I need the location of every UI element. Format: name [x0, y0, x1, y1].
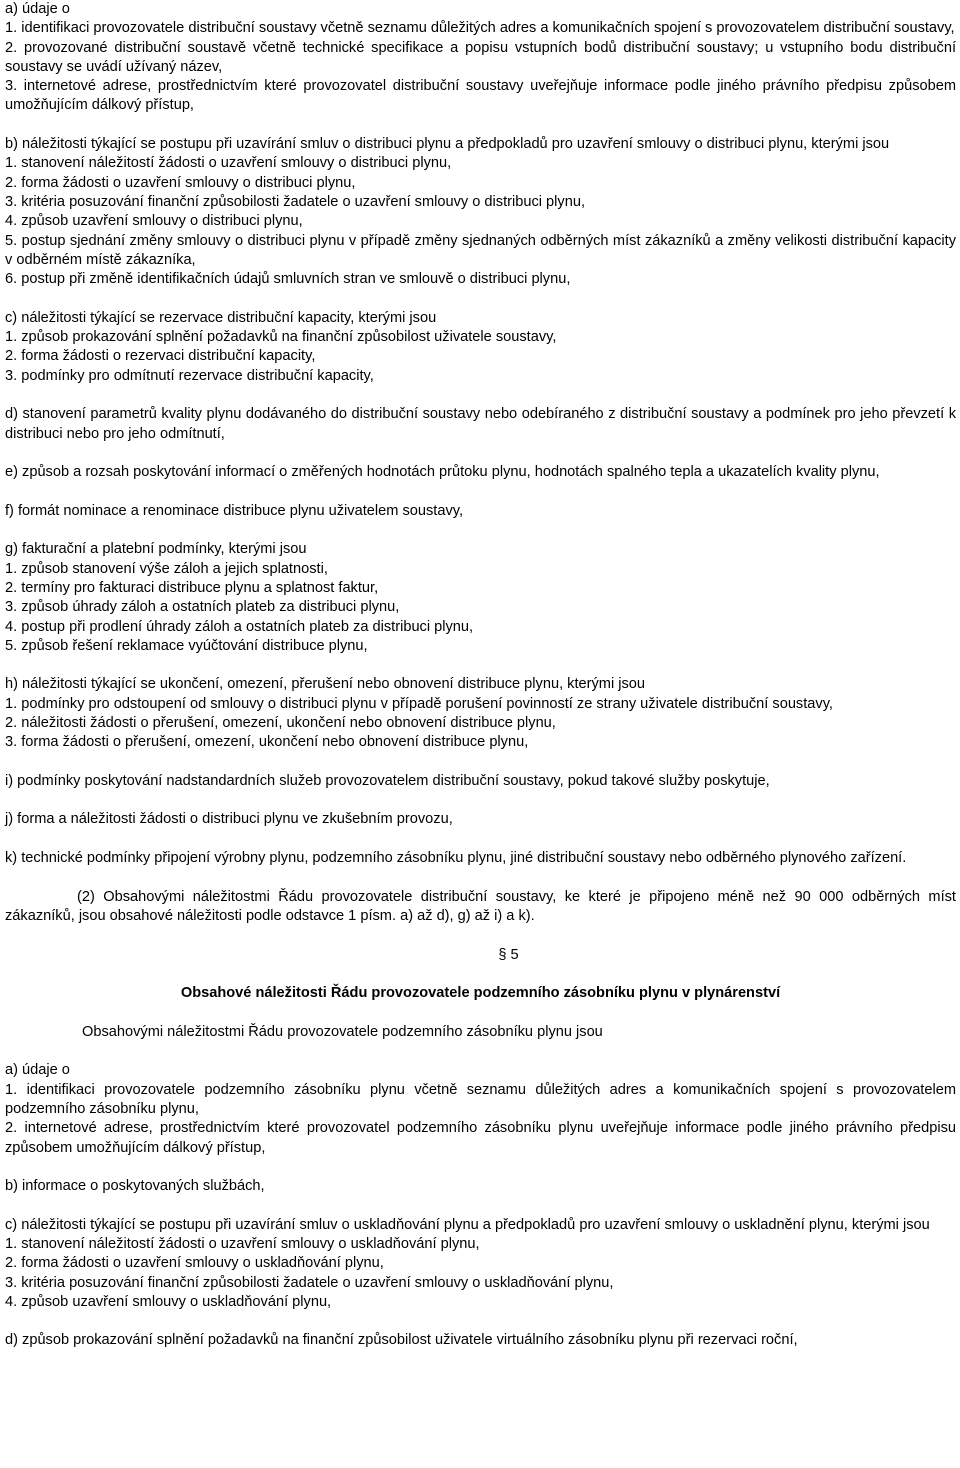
- line: 2. náležitosti žádosti o přerušení, omezení, ukončení nebo obnovení distribuce plynu,: [5, 714, 556, 731]
- block-b-uzavirani-smluv: [5, 135, 956, 289]
- spacer: [5, 386, 956, 405]
- block-h-ukonceni: [5, 675, 956, 752]
- spacer: [5, 830, 956, 849]
- line: 3. kritéria posuzování finanční způsobilosti žadatele o uzavření smlouvy o distribuci plynu,: [5, 193, 586, 210]
- paragraph-j: j) forma a náležitosti žádosti o distribuci plynu ve zkušebním provozu,: [5, 811, 453, 828]
- paragraph-i: i) podmínky poskytování nadstandardních služeb provozovatelem distribuční soustavy, pokud takové služby poskytuje,: [5, 772, 770, 789]
- spacer: [5, 1158, 956, 1177]
- block-a-provozovatel-ds: [5, 0, 956, 116]
- line: 1. identifikaci provozovatele distribuční soustavy včetně seznamu důležitých adres a komunikačních spojení s provozovatelem distribuční soustavy,: [5, 20, 955, 37]
- spacer: [5, 868, 956, 887]
- s5-block-c: [5, 1216, 956, 1312]
- paragraph-f: f) formát nominace a renominace distribuce plynu uživatelem soustavy,: [5, 502, 464, 519]
- spacer: [5, 482, 956, 501]
- spacer: [5, 1312, 956, 1331]
- paragraph-e: e) způsob a rozsah poskytování informací o změřených hodnotách průtoku plynu, hodnotách spalného tepla a ukazatelích kvality plynu,: [5, 464, 880, 481]
- line: 1. způsob prokazování splnění požadavků na finanční způsobilost uživatele soustavy,: [5, 329, 557, 346]
- line: 3. forma žádosti o přerušení, omezení, ukončení nebo obnovení distribuce plynu,: [5, 734, 529, 751]
- line: 5. postup sjednání změny smlouvy o distribuci plynu v případě změny sjednaných odběrných míst zákazníků a změny velikosti distribuční kapacity v odběrném místě zákazníka,: [5, 232, 956, 268]
- line: 1. identifikaci provozovatele podzemního zásobníku plynu včetně seznamu důležitých adres a komunikačních spojení s provozovatelem podzemního zásobníku plynu,: [5, 1081, 956, 1117]
- line: 1. způsob stanovení výše záloh a jejich splatnosti,: [5, 560, 328, 577]
- line: 4. způsob uzavření smlouvy o distribuci plynu,: [5, 213, 303, 230]
- line: 2. internetové adrese, prostřednictvím které provozovatel podzemního zásobníku plynu uveřejňuje informace podle jiného právního předpisu způsobem umožňujícím dálkový přístup,: [5, 1120, 956, 1156]
- line: 5. způsob řešení reklamace vyúčtování distribuce plynu,: [5, 637, 368, 654]
- line: 1. podmínky pro odstoupení od smlouvy o distribuci plynu v případě porušení povinností ze strany uživatele distribuční soustavy,: [5, 695, 833, 712]
- block-g-fakturace: [5, 540, 956, 656]
- line: 3. podmínky pro odmítnutí rezervace distribuční kapacity,: [5, 367, 374, 384]
- s5-block-a: [5, 1061, 956, 1157]
- spacer: [5, 965, 956, 984]
- line: 4. způsob uzavření smlouvy o uskladňování plynu,: [5, 1293, 332, 1310]
- line: 3. internetové adrese, prostřednictvím které provozovatel distribuční soustavy uveřejňuje informace podle jiného právního předpisu způsobem umožňujícím dálkový přístup,: [5, 78, 956, 114]
- line: 2. forma žádosti o uzavření smlouvy o distribuci plynu,: [5, 174, 356, 191]
- spacer: [5, 1042, 956, 1061]
- paragraph-d: d) stanovení parametrů kvality plynu dodávaného do distribuční soustavy nebo odebíraného z distribuční soustavy a podmínek pro jeho převzetí k distribuci nebo pro jeho odmítnutí,: [5, 406, 956, 442]
- section-number: § 5: [498, 946, 519, 963]
- line: 2. forma žádosti o rezervaci distribuční kapacity,: [5, 348, 316, 365]
- s5-paragraph-b: b) informace o poskytovaných službách,: [5, 1178, 265, 1195]
- spacer: [5, 926, 956, 945]
- spacer: [5, 1003, 956, 1022]
- section-intro: Obsahovými náležitostmi Řádu provozovatele podzemního zásobníku plynu jsou: [82, 1023, 603, 1040]
- line: h) náležitosti týkající se ukončení, omezení, přerušení nebo obnovení distribuce plynu, kterými jsou: [5, 676, 646, 693]
- spacer: [5, 521, 956, 540]
- line: 2. termíny pro fakturaci distribuce plynu a splatnost faktur,: [5, 579, 379, 596]
- line: 2. forma žádosti o uzavření smlouvy o uskladňování plynu,: [5, 1255, 384, 1272]
- line: 1. stanovení náležitostí žádosti o uzavření smlouvy o uskladňování plynu,: [5, 1236, 480, 1252]
- spacer: [5, 116, 956, 135]
- spacer: [5, 444, 956, 463]
- line: 4. postup při prodlení úhrady záloh a ostatních plateb za distribuci plynu,: [5, 618, 474, 635]
- line: a) údaje o: [5, 1062, 70, 1079]
- line: c) náležitosti týkající se rezervace distribuční kapacity, kterými jsou: [5, 309, 437, 326]
- paragraph-2: (2) Obsahovými náležitostmi Řádu provozovatele distribuční soustavy, ke které je připojeno méně než 90 000 odběrných míst zákazníků, jsou obsahové náležitosti podle odstavce 1 písm. a) až d), g) až i) a k).: [5, 888, 956, 924]
- spacer: [5, 753, 956, 772]
- line: 1. stanovení náležitostí žádosti o uzavření smlouvy o distribuci plynu,: [5, 155, 452, 172]
- line: 3. kritéria posuzování finanční způsobilosti žadatele o uzavření smlouvy o uskladňování plynu,: [5, 1274, 614, 1291]
- line: 6. postup při změně identifikačních údajů smluvních stran ve smlouvě o distribuci plynu,: [5, 271, 571, 288]
- line: b) náležitosti týkající se postupu při uzavírání smluv o distribuci plynu a předpokladů pro uzavření smlouvy o distribuci plynu, kterými jsou: [5, 136, 890, 153]
- spacer: [5, 1196, 956, 1215]
- spacer: [5, 289, 956, 308]
- s5-paragraph-d: d) způsob prokazování splnění požadavků na finanční způsobilost uživatele virtuálního zásobníku plynu při rezervaci roční,: [5, 1332, 798, 1349]
- line: a) údaje o: [5, 1, 70, 17]
- line: 2. provozované distribuční soustavě včetně technické specifikace a popisu vstupních bodů distribuční soustavy; u vstupního bodu distribuční soustavy se uvádí užívaný název,: [5, 39, 956, 75]
- spacer: [5, 791, 956, 810]
- paragraph-k: k) technické podmínky připojení výrobny plynu, podzemního zásobníku plynu, jiné distribuční soustavy nebo odběrného plynového zařízení.: [5, 850, 907, 867]
- section-title: Obsahové náležitosti Řádu provozovatele podzemního zásobníku plynu v plynárenství: [180, 985, 781, 1002]
- line: 3. způsob úhrady záloh a ostatních plateb za distribuci plynu,: [5, 599, 400, 616]
- block-c-rezervace: [5, 309, 956, 386]
- line: g) fakturační a platební podmínky, kterými jsou: [5, 541, 307, 558]
- line: c) náležitosti týkající se postupu při uzavírání smluv o uskladňování plynu a předpokladů pro uzavření smlouvy o uskladnění plynu, kterými jsou: [5, 1216, 930, 1233]
- spacer: [5, 656, 956, 675]
